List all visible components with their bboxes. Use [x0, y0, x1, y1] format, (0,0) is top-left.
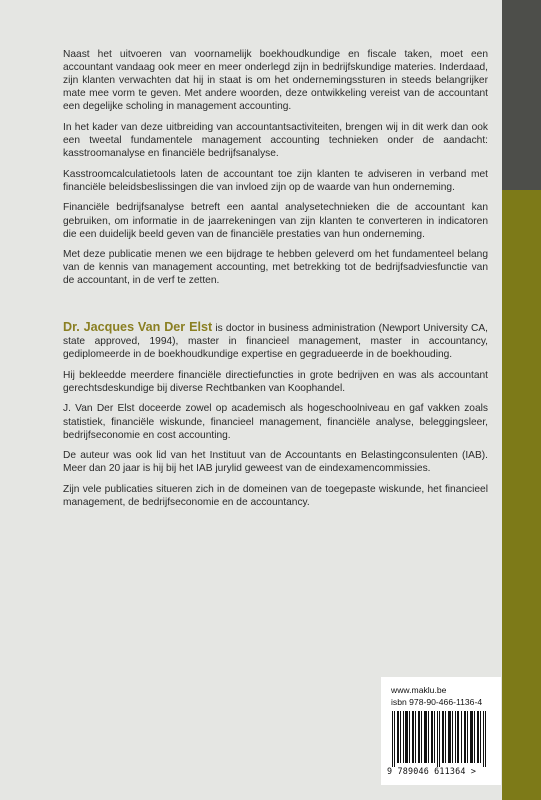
cover-side-band-dark [502, 0, 541, 190]
blurb-paragraph: Financiële bedrijfsanalyse betreft een aantal analysetechnieken die de accountant kan gebruiken, om informatie in de jaarrekeningen van zijn klanten te converteren in indicatoren die een duidelijk beeld geven van de financiële prestaties van hun onderneming. [63, 202, 488, 240]
publisher-website: www.maklu.be [391, 685, 447, 695]
author-paragraph: J. Van Der Elst doceerde zowel op academisch als hogeschoolniveau en gaf vakken zoals statistiek, financiële wiskunde, financieel management, financiële analyse, beleggingsleer, bedrijfseconomie en cost accounting. [63, 403, 488, 441]
author-paragraph: De auteur was ook lid van het Instituut van de Accountants en Belastingconsulenten (IAB). Meer dan 20 jaar is hij bij het IAB jurylid geweest van de eindexamencommissies. [63, 450, 488, 475]
blurb-paragraph: Kasstroomcalculatietools laten de accountant toe zijn klanten te adviseren in verband met financiële beleidsbeslissingen die van invloed zijn op de waarde van hun onderneming. [63, 168, 488, 193]
author-intro-text: is doctor in business administration (Newport University CA, state approved, 1994), master in financieel management, master in accountancy, gediplomeerde in de boekhoudkundige expertise en gegradueerde in de boekhouding. [63, 323, 488, 361]
author-paragraph: Hij bekleedde meerdere financiële directiefuncties in grote bedrijven en was als accountant gerechtsdeskundige bij diverse Rechtbanken van Koophandel. [63, 369, 488, 394]
author-intro [63, 321, 488, 361]
cover-side-band-olive [502, 190, 541, 800]
section-gap [63, 295, 488, 321]
back-cover-text [63, 48, 488, 517]
barcode-image [390, 711, 492, 767]
isbn-number: isbn 978-90-466-1136-4 [391, 697, 483, 707]
author-name: Dr. Jacques Van Der Elst [63, 320, 213, 334]
blurb-paragraph: In het kader van deze uitbreiding van accountantsactiviteiten, brengen wij in dit werk dan ook een tweetal fundamentele management accounting technieken onder de aandacht: kasstroomanalyse en financiële bedrijfsanalyse. [63, 121, 488, 160]
barcode-digits: 9 789046 611364 > [387, 766, 477, 776]
isbn-barcode-box [381, 677, 501, 785]
blurb-paragraph: Naast het uitvoeren van voornamelijk boekhoudkundige en fiscale taken, moet een accountant vandaag ook meer en meer onderlegd zijn in bedrijfskundige materies. Inderdaad, zijn klanten verwachten dat hij in staat is om het ondernemingssturen in steeds belangrijker mate mee vorm te geven. Met andere woorden, deze ontwikkeling vereist van de accountant een degelijke scholing in management accounting. [63, 49, 488, 113]
blurb-paragraph: Met deze publicatie menen we een bijdrage te hebben geleverd om het fundamenteel belang van de kennis van management accounting, met betrekking tot de bedrijfsadviesfunctie van de accountant, in de verf te zetten. [63, 249, 488, 287]
author-paragraph: Zijn vele publicaties situeren zich in de domeinen van de toegepaste wiskunde, het financieel management, de bedrijfseconomie en de accountancy. [63, 483, 488, 509]
